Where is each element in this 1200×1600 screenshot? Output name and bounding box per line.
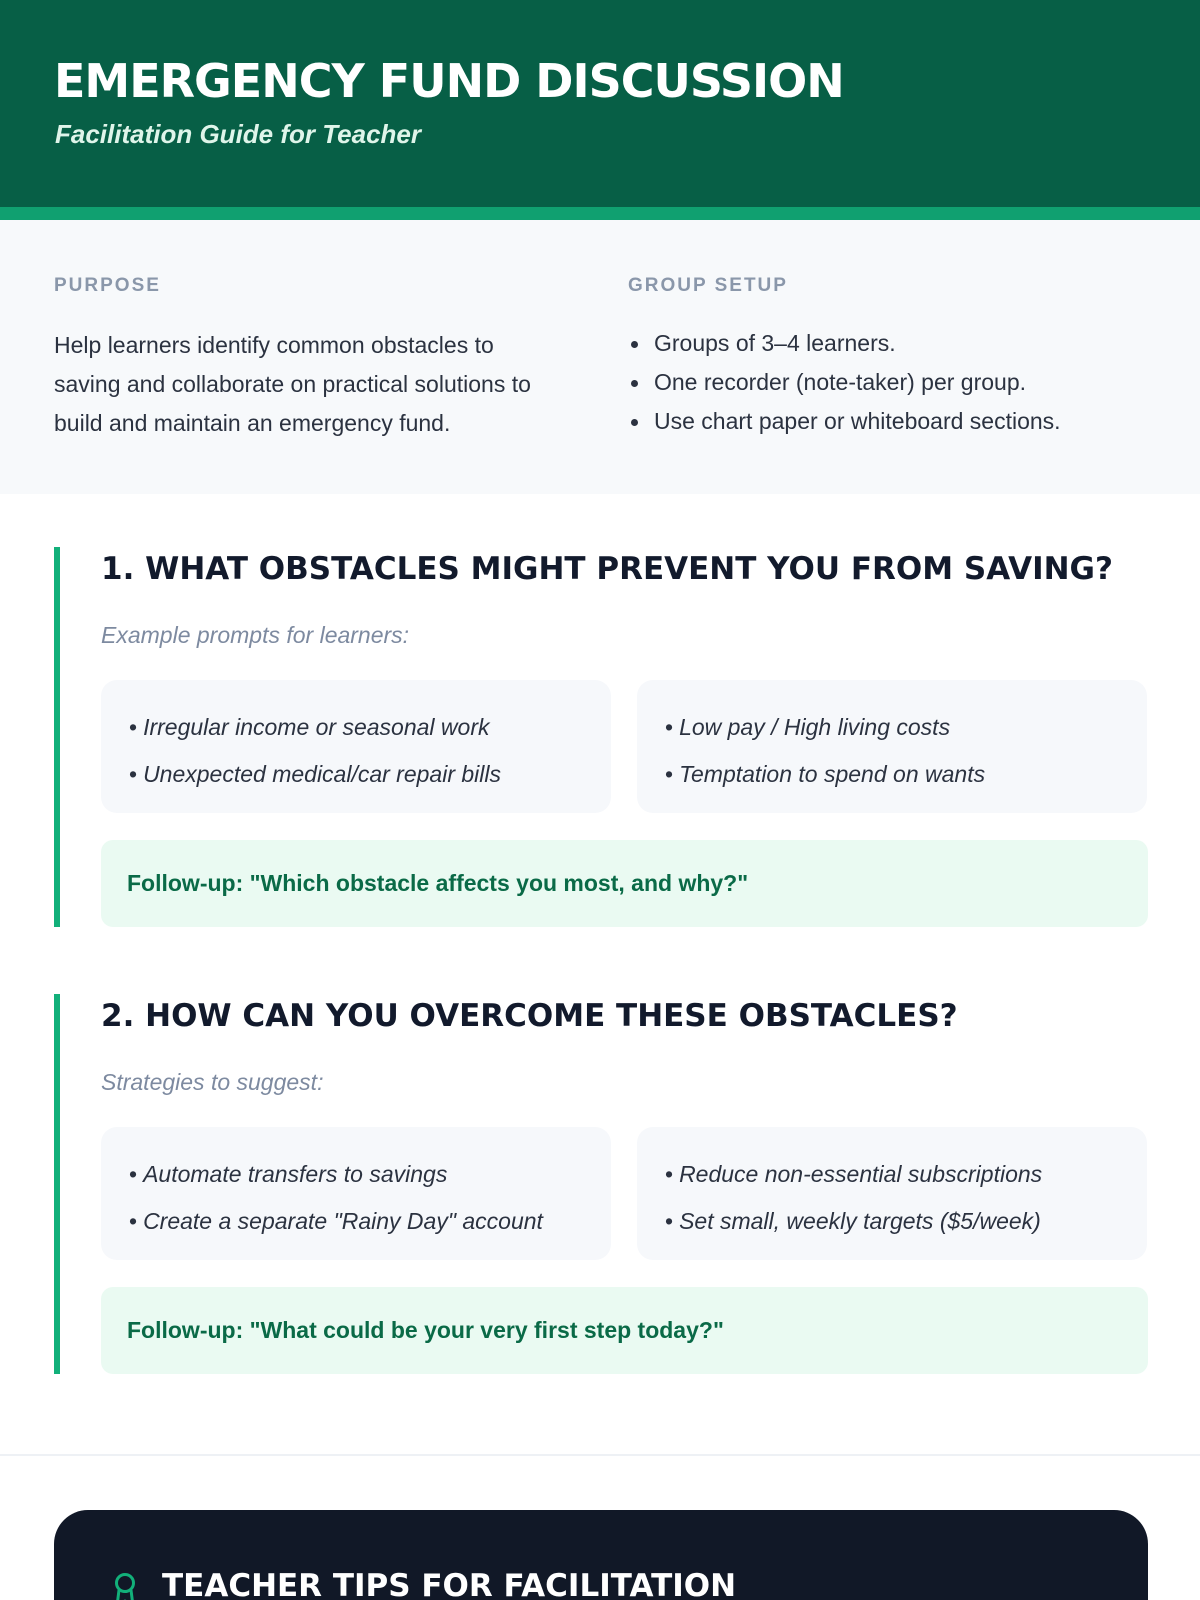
bullet-icon: • (129, 1208, 138, 1234)
bullet-icon: • (129, 761, 138, 787)
purpose-text: Help learners identify common obstacles to saving and collaborate on practical solutions to build and maintain an emergency fund. (54, 332, 531, 436)
list-item: • Reduce non-essential subscriptions (665, 1161, 1043, 1187)
section-title: 2. HOW CAN YOU OVERCOME THESE OBSTACLES? (101, 998, 958, 1034)
prompt-card-left (101, 680, 611, 813)
bullet-icon: • (665, 714, 674, 740)
list-item: • Set small, weekly targets ($5/week) (665, 1208, 1041, 1234)
bullet-icon: • (665, 761, 674, 787)
list-item: • Create a separate "Rainy Day" account (129, 1208, 543, 1234)
list-item: • Unexpected medical/car repair bills (129, 761, 501, 787)
page-title: EMERGENCY FUND DISCUSSION (54, 54, 844, 108)
followup-box: Follow-up: "Which obstacle affects you most, and why?" (101, 840, 1148, 927)
section-overcome (54, 994, 1148, 1374)
section-obstacles (54, 547, 1148, 927)
page-header (0, 0, 1200, 220)
bullet-icon: • (129, 714, 138, 740)
list-item: • Low pay / High living costs (665, 714, 951, 740)
list-item: • Irregular income or seasonal work (129, 714, 490, 740)
prompt-card-right (637, 680, 1147, 813)
list-item: • Temptation to spend on wants (665, 761, 986, 787)
followup-box: Follow-up: "What could be your very first step today?" (101, 1287, 1148, 1374)
list-item: Use chart paper or whiteboard sections. (628, 402, 1061, 441)
header-accent-stripe (0, 207, 1200, 220)
list-item: • Automate transfers to savings (129, 1161, 448, 1187)
group-setup-label: GROUP SETUP (628, 275, 788, 296)
purpose-label: PURPOSE (54, 275, 161, 296)
list-item: One recorder (note-taker) per group. (628, 363, 1061, 402)
section-divider (0, 1454, 1200, 1456)
award-icon (112, 1572, 138, 1600)
list-item: Groups of 3–4 learners. (628, 324, 1061, 363)
section-prompt: Strategies to suggest: (101, 1069, 324, 1095)
strategy-card-left (101, 1127, 611, 1260)
bullet-icon: • (665, 1161, 674, 1187)
teacher-tips-panel (54, 1510, 1148, 1600)
bullet-icon: • (665, 1208, 674, 1234)
tips-title: TEACHER TIPS FOR FACILITATION (162, 1568, 737, 1600)
strategy-card-right (637, 1127, 1147, 1260)
page-subtitle: Facilitation Guide for Teacher (55, 119, 421, 149)
info-panel (0, 220, 1200, 494)
group-setup-list (628, 324, 1061, 441)
bullet-icon: • (129, 1161, 138, 1187)
section-prompt: Example prompts for learners: (101, 622, 410, 648)
section-title: 1. WHAT OBSTACLES MIGHT PREVENT YOU FROM SAVING? (101, 551, 1113, 587)
